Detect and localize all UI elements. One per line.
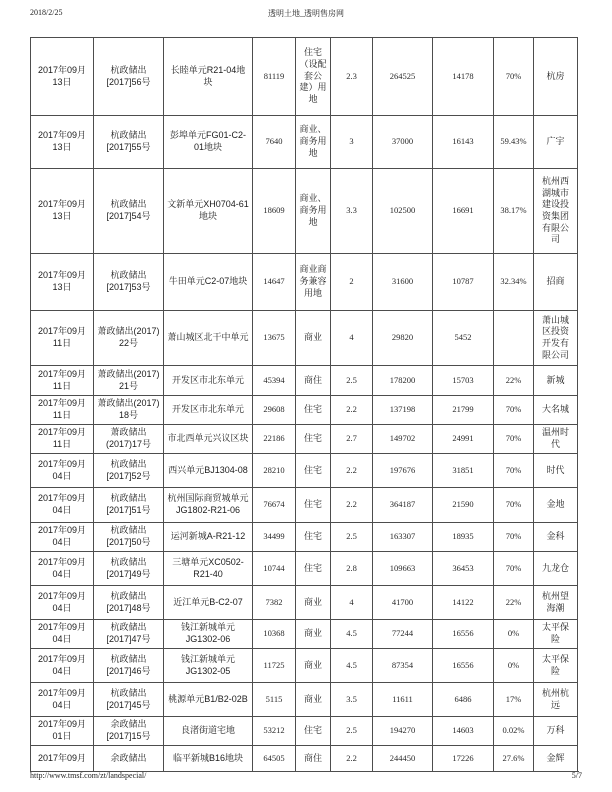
- cell-parcel-name: 西兴单元BJ1304-08: [164, 454, 253, 488]
- cell-land-area: 28210: [253, 454, 296, 488]
- cell-doc-number: 杭政储出[2017]53号: [94, 254, 164, 311]
- cell-premium-rate: 22%: [494, 586, 534, 620]
- cell-date: 2017年09月13日: [31, 116, 94, 169]
- cell-floor-price: 21799: [433, 396, 494, 425]
- cell-deal-price: 178200: [373, 366, 433, 396]
- cell-plot-ratio: 2: [331, 254, 373, 311]
- cell-plot-ratio: 2.5: [331, 523, 373, 552]
- cell-land-use: 商业: [296, 649, 331, 683]
- cell-premium-rate: 17%: [494, 683, 534, 717]
- cell-doc-number: 杭政储出[2017]45号: [94, 683, 164, 717]
- table-row: [31, 169, 578, 254]
- cell-doc-number: 杭政储出[2017]46号: [94, 649, 164, 683]
- cell-doc-number: 杭政储出[2017]55号: [94, 116, 164, 169]
- cell-parcel-name: 文新单元XH0704-61地块: [164, 169, 253, 254]
- cell-floor-price: 6486: [433, 683, 494, 717]
- cell-plot-ratio: 4.5: [331, 620, 373, 649]
- cell-parcel-name: 牛田单元C2-07地块: [164, 254, 253, 311]
- cell-parcel-name: 三塘单元XC0502-R21-40: [164, 552, 253, 586]
- cell-premium-rate: 70%: [494, 396, 534, 425]
- cell-date: 2017年09月11日: [31, 425, 94, 454]
- cell-floor-price: 16556: [433, 620, 494, 649]
- cell-land-use: 商业: [296, 620, 331, 649]
- cell-floor-price: 18935: [433, 523, 494, 552]
- land-sales-table: [30, 37, 578, 772]
- cell-deal-price: 109663: [373, 552, 433, 586]
- cell-parcel-name: 钱江新城单元JG1302-05: [164, 649, 253, 683]
- cell-land-use: 商业: [296, 683, 331, 717]
- cell-parcel-name: 彭埠单元FG01-C2-01地块: [164, 116, 253, 169]
- cell-doc-number: 杭政储出[2017]49号: [94, 552, 164, 586]
- cell-doc-number: 杭政储出[2017]47号: [94, 620, 164, 649]
- cell-winner: 杭房: [534, 38, 578, 116]
- cell-deal-price: 102500: [373, 169, 433, 254]
- cell-winner: 太平保险: [534, 649, 578, 683]
- cell-plot-ratio: 3: [331, 116, 373, 169]
- print-header: [30, 8, 582, 20]
- cell-land-use: 住宅: [296, 523, 331, 552]
- cell-floor-price: 10787: [433, 254, 494, 311]
- cell-parcel-name: 萧山城区北干中单元: [164, 311, 253, 366]
- cell-deal-price: 41700: [373, 586, 433, 620]
- cell-land-area: 13675: [253, 311, 296, 366]
- cell-land-area: 29608: [253, 396, 296, 425]
- cell-land-use: 商业、商务用地: [296, 116, 331, 169]
- cell-date: 2017年09月13日: [31, 38, 94, 116]
- table-row: [31, 649, 578, 683]
- cell-premium-rate: 32.34%: [494, 254, 534, 311]
- cell-date: 2017年09月11日: [31, 396, 94, 425]
- cell-plot-ratio: 2.8: [331, 552, 373, 586]
- cell-doc-number: 余政储出[2017]15号: [94, 717, 164, 746]
- cell-doc-number: 萧政储出(2017)17号: [94, 425, 164, 454]
- cell-deal-price: 11611: [373, 683, 433, 717]
- cell-parcel-name: 桃源单元B1/B2-02B: [164, 683, 253, 717]
- cell-land-area: 53212: [253, 717, 296, 746]
- cell-parcel-name: 良渚街道宅地: [164, 717, 253, 746]
- cell-deal-price: 197676: [373, 454, 433, 488]
- cell-land-area: 18609: [253, 169, 296, 254]
- cell-date: 2017年09月13日: [31, 254, 94, 311]
- land-table-container: [30, 37, 579, 772]
- cell-winner: 时代: [534, 454, 578, 488]
- cell-land-area: 81119: [253, 38, 296, 116]
- cell-land-use: 住宅: [296, 396, 331, 425]
- cell-doc-number: 杭政储出[2017]54号: [94, 169, 164, 254]
- cell-date: 2017年09月01日: [31, 717, 94, 746]
- cell-deal-price: 163307: [373, 523, 433, 552]
- cell-winner: 太平保险: [534, 620, 578, 649]
- cell-land-use: 商业、商务用地: [296, 169, 331, 254]
- cell-land-area: 22186: [253, 425, 296, 454]
- cell-parcel-name: 钱江新城单元JG1302-06: [164, 620, 253, 649]
- table-row: [31, 254, 578, 311]
- cell-parcel-name: 近江单元B-C2-07: [164, 586, 253, 620]
- cell-winner: 杭州西湖城市建设投资集团有限公司: [534, 169, 578, 254]
- cell-plot-ratio: 2.7: [331, 425, 373, 454]
- cell-date: 2017年09月04日: [31, 552, 94, 586]
- cell-doc-number: 杭政储出[2017]51号: [94, 488, 164, 523]
- table-row: [31, 396, 578, 425]
- table-row: [31, 717, 578, 746]
- cell-land-use: 商住: [296, 366, 331, 396]
- print-footer: [30, 771, 582, 783]
- cell-winner: 杭州杭远: [534, 683, 578, 717]
- cell-doc-number: 杭政储出[2017]50号: [94, 523, 164, 552]
- cell-parcel-name: 开发区市北东单元: [164, 396, 253, 425]
- cell-plot-ratio: 4: [331, 311, 373, 366]
- cell-land-area: 10744: [253, 552, 296, 586]
- cell-floor-price: 14603: [433, 717, 494, 746]
- table-row: [31, 620, 578, 649]
- cell-parcel-name: 开发区市北东单元: [164, 366, 253, 396]
- cell-winner: 杭州望海潮: [534, 586, 578, 620]
- cell-doc-number: 萧政储出(2017) 22号: [94, 311, 164, 366]
- cell-doc-number: 萧政储出(2017) 21号: [94, 366, 164, 396]
- cell-land-area: 7640: [253, 116, 296, 169]
- cell-premium-rate: 0%: [494, 620, 534, 649]
- cell-winner: 九龙仓: [534, 552, 578, 586]
- cell-winner: 萧山城区投资开发有限公司: [534, 311, 578, 366]
- cell-deal-price: 137198: [373, 396, 433, 425]
- table-row: [31, 746, 578, 772]
- cell-plot-ratio: 3.5: [331, 683, 373, 717]
- cell-premium-rate: 59.43%: [494, 116, 534, 169]
- cell-land-use: 商住: [296, 746, 331, 772]
- cell-plot-ratio: 4.5: [331, 649, 373, 683]
- cell-doc-number: 杭政储出[2017]52号: [94, 454, 164, 488]
- cell-plot-ratio: 2.3: [331, 38, 373, 116]
- table-row: [31, 366, 578, 396]
- cell-winner: 金地: [534, 488, 578, 523]
- cell-land-use: 商业: [296, 586, 331, 620]
- cell-land-use: 住宅（设配套公建）用地: [296, 38, 331, 116]
- cell-deal-price: 264525: [373, 38, 433, 116]
- cell-winner: 金科: [534, 523, 578, 552]
- cell-premium-rate: 70%: [494, 454, 534, 488]
- cell-floor-price: 36453: [433, 552, 494, 586]
- cell-plot-ratio: 2.2: [331, 396, 373, 425]
- cell-winner: 大名城: [534, 396, 578, 425]
- cell-doc-number: 杭政储出[2017]56号: [94, 38, 164, 116]
- table-row: [31, 311, 578, 366]
- cell-land-area: 64505: [253, 746, 296, 772]
- page-title: 透明土地_透明售房网: [268, 9, 344, 18]
- cell-premium-rate: [494, 311, 534, 366]
- cell-deal-price: 149702: [373, 425, 433, 454]
- cell-floor-price: 16691: [433, 169, 494, 254]
- cell-land-area: 11725: [253, 649, 296, 683]
- cell-premium-rate: 0.02%: [494, 717, 534, 746]
- cell-winner: 温州时代: [534, 425, 578, 454]
- table-row: [31, 523, 578, 552]
- cell-floor-price: 31851: [433, 454, 494, 488]
- cell-deal-price: 364187: [373, 488, 433, 523]
- cell-date: 2017年09月04日: [31, 683, 94, 717]
- print-date: 2018/2/25: [30, 8, 63, 17]
- cell-land-use: 住宅: [296, 454, 331, 488]
- cell-floor-price: 21590: [433, 488, 494, 523]
- cell-land-area: 10368: [253, 620, 296, 649]
- cell-land-area: 76674: [253, 488, 296, 523]
- cell-parcel-name: 运河新城A-R21-12: [164, 523, 253, 552]
- cell-floor-price: 14178: [433, 38, 494, 116]
- cell-premium-rate: 70%: [494, 523, 534, 552]
- table-row: [31, 454, 578, 488]
- table-row: [31, 586, 578, 620]
- cell-date: 2017年09月11日: [31, 311, 94, 366]
- cell-land-area: 14647: [253, 254, 296, 311]
- cell-winner: 万科: [534, 717, 578, 746]
- cell-land-area: 5115: [253, 683, 296, 717]
- table-row: [31, 38, 578, 116]
- cell-plot-ratio: 2.5: [331, 717, 373, 746]
- cell-winner: 金辉: [534, 746, 578, 772]
- table-row: [31, 488, 578, 523]
- table-row: [31, 425, 578, 454]
- cell-deal-price: 77244: [373, 620, 433, 649]
- cell-land-use: 住宅: [296, 425, 331, 454]
- cell-plot-ratio: 2.2: [331, 454, 373, 488]
- cell-premium-rate: 0%: [494, 649, 534, 683]
- cell-deal-price: 31600: [373, 254, 433, 311]
- cell-plot-ratio: 2.2: [331, 488, 373, 523]
- cell-doc-number: 萧政储出(2017) 18号: [94, 396, 164, 425]
- cell-deal-price: 244450: [373, 746, 433, 772]
- footer-page-number: 5/7: [571, 771, 582, 780]
- cell-floor-price: 16143: [433, 116, 494, 169]
- cell-land-use: 住宅: [296, 488, 331, 523]
- cell-land-area: 7382: [253, 586, 296, 620]
- cell-land-area: 34499: [253, 523, 296, 552]
- table-row: [31, 116, 578, 169]
- cell-premium-rate: 27.6%: [494, 746, 534, 772]
- cell-deal-price: 87354: [373, 649, 433, 683]
- table-row: [31, 683, 578, 717]
- cell-date: 2017年09月: [31, 746, 94, 772]
- cell-plot-ratio: 2.2: [331, 746, 373, 772]
- cell-deal-price: 194270: [373, 717, 433, 746]
- cell-doc-number: 杭政储出[2017]48号: [94, 586, 164, 620]
- cell-premium-rate: 38.17%: [494, 169, 534, 254]
- footer-url: http://www.tmsf.com/zt/landspecial/: [30, 771, 147, 780]
- cell-plot-ratio: 2.5: [331, 366, 373, 396]
- cell-date: 2017年09月04日: [31, 649, 94, 683]
- cell-land-use: 住宅: [296, 552, 331, 586]
- cell-date: 2017年09月04日: [31, 620, 94, 649]
- table-row: [31, 552, 578, 586]
- cell-land-use: 商业商务兼容用地: [296, 254, 331, 311]
- cell-floor-price: 15703: [433, 366, 494, 396]
- cell-land-area: 45394: [253, 366, 296, 396]
- cell-floor-price: 14122: [433, 586, 494, 620]
- cell-winner: 新城: [534, 366, 578, 396]
- cell-plot-ratio: 3.3: [331, 169, 373, 254]
- cell-parcel-name: 杭州国际商贸城单元JG1802-R21-06: [164, 488, 253, 523]
- cell-deal-price: 37000: [373, 116, 433, 169]
- cell-floor-price: 5452: [433, 311, 494, 366]
- cell-date: 2017年09月04日: [31, 454, 94, 488]
- cell-land-use: 商业: [296, 311, 331, 366]
- cell-premium-rate: 70%: [494, 488, 534, 523]
- cell-date: 2017年09月04日: [31, 586, 94, 620]
- cell-land-use: 住宅: [296, 717, 331, 746]
- cell-date: 2017年09月11日: [31, 366, 94, 396]
- cell-premium-rate: 70%: [494, 552, 534, 586]
- cell-floor-price: 16556: [433, 649, 494, 683]
- cell-floor-price: 17226: [433, 746, 494, 772]
- cell-date: 2017年09月13日: [31, 169, 94, 254]
- cell-premium-rate: 70%: [494, 38, 534, 116]
- cell-plot-ratio: 4: [331, 586, 373, 620]
- cell-parcel-name: 市北西单元兴议区块: [164, 425, 253, 454]
- cell-premium-rate: 70%: [494, 425, 534, 454]
- cell-winner: 招商: [534, 254, 578, 311]
- cell-floor-price: 24991: [433, 425, 494, 454]
- cell-winner: 广宇: [534, 116, 578, 169]
- cell-doc-number: 余政储出: [94, 746, 164, 772]
- cell-parcel-name: 临平新城B16地块: [164, 746, 253, 772]
- cell-deal-price: 29820: [373, 311, 433, 366]
- cell-premium-rate: 22%: [494, 366, 534, 396]
- cell-date: 2017年09月04日: [31, 488, 94, 523]
- cell-date: 2017年09月04日: [31, 523, 94, 552]
- cell-parcel-name: 长睦单元R21-04地块: [164, 38, 253, 116]
